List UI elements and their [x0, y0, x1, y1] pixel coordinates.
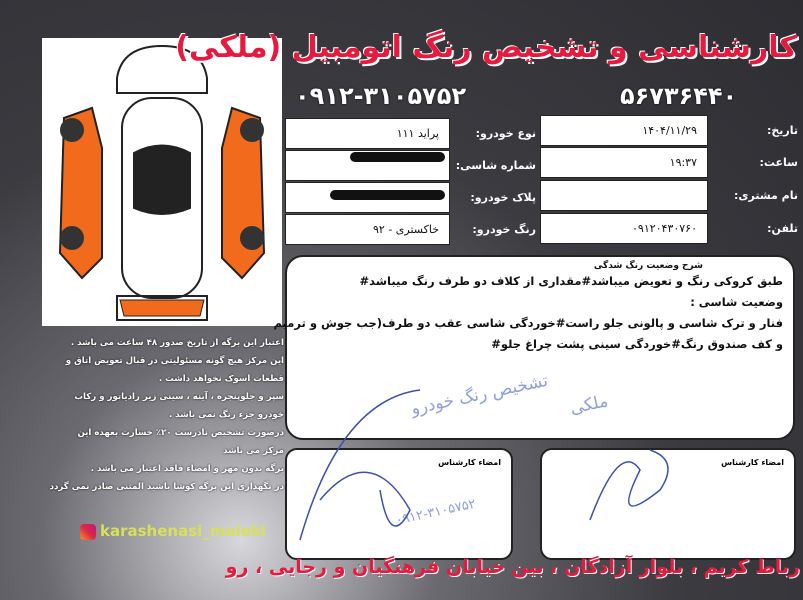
- phone-label: تلفن:: [767, 222, 798, 235]
- term: مرکز می باشد: [223, 446, 284, 456]
- shop-title: کارشناسی و تشخیص رنگ اتومبیل (ملکی): [175, 30, 797, 65]
- description-heading: شرح وضعیت رنگ شدگی: [593, 261, 703, 271]
- time-field[interactable]: ۱۹:۳۷: [540, 147, 708, 178]
- customer-field[interactable]: [540, 180, 708, 211]
- vehicle-type-field[interactable]: پراید ۱۱۱: [285, 118, 450, 149]
- description-line: وضعیت شاسی :: [690, 295, 783, 309]
- vehicle-type-label: نوع خودرو:: [475, 127, 536, 140]
- term: درصورت تشخیص نادرست ۲۰٪ خسارت بعهده این: [77, 428, 284, 438]
- address: رباط کریم ، بلوار آزادگان ، بین خیابان فرهنگیان و رجایی ، رو: [225, 556, 800, 578]
- redaction-mark: [330, 190, 445, 200]
- color-field[interactable]: خاکستری - ۹۲: [285, 214, 450, 245]
- plate-label: پلاک خودرو:: [470, 191, 536, 204]
- landline-number: ۵۶۷۳۶۴۴۰: [620, 82, 738, 110]
- term: سپر و جلوپنجره ، آینه ، سینی زیر رادیاتور و رکاب: [74, 392, 284, 402]
- stamp-phone: ۰۹۱۲-۳۱۰۵۷۵۲: [394, 496, 478, 529]
- time-label: ساعت:: [759, 156, 798, 169]
- term: خودرو جزء رنگ نمی باشد .: [169, 410, 284, 420]
- description-line: و کف صندوق رنگ#خوردگی سینی پشت چراغ جلو#: [491, 337, 783, 351]
- stamp-name: ملکی: [568, 391, 610, 419]
- chassis-label: شماره شاسی:: [455, 159, 536, 172]
- term: در نگهداری این برگه کوشا باشید المثنی صادر نمی گردد: [49, 482, 284, 492]
- term: برگه بدون مهر و امضاء فاقد اعتبار می باشد .: [90, 464, 284, 474]
- customer-label: نام مشتری:: [734, 189, 798, 202]
- instagram-text: karashenasi_maleki: [100, 522, 266, 540]
- terms-list: [44, 334, 284, 496]
- car-outline-icon: [42, 38, 282, 326]
- phone-field[interactable]: ۰۹۱۲۰۴۳۰۷۶۰: [540, 213, 708, 244]
- date-label: تاریخ:: [766, 124, 798, 137]
- signature-label: امضاء کارشناس: [721, 458, 784, 467]
- instagram-icon: [80, 524, 96, 540]
- car-diagram: [42, 38, 282, 326]
- term: قطعات اسوک نخواهد داشت .: [158, 374, 284, 384]
- mobile-number: ۰۹۱۲-۳۱۰۵۷۵۲: [295, 82, 467, 110]
- signature-label: امضاء کارشناس: [438, 458, 501, 467]
- description-line: فنار و ترک شاسی و پالونی جلو راست#خوردگی شاسی عقب دو طرف(جب جوش و ترمیم: [273, 316, 783, 330]
- color-label: رنگ خودرو:: [472, 223, 536, 236]
- description-line: طبق کروکی رنگ و تعویض میباشد#مقداری از کلاف دو طرف رنگ میباشد#: [359, 274, 783, 288]
- term: این مرکز هیچ گونه مسئولیتی در قبال تعویض اتاق و: [65, 356, 284, 366]
- term: اعتبار این برگه از تاریخ صدور ۴۸ ساعت می باشد .: [70, 338, 284, 348]
- stamp-text: تشخیص رنگ خودرو: [409, 370, 550, 420]
- signature-scribble-icon: [280, 380, 800, 560]
- date-field[interactable]: ۱۴۰۴/۱۱/۲۹: [540, 115, 708, 146]
- redaction-mark: [350, 152, 445, 162]
- instagram-handle: [80, 522, 266, 540]
